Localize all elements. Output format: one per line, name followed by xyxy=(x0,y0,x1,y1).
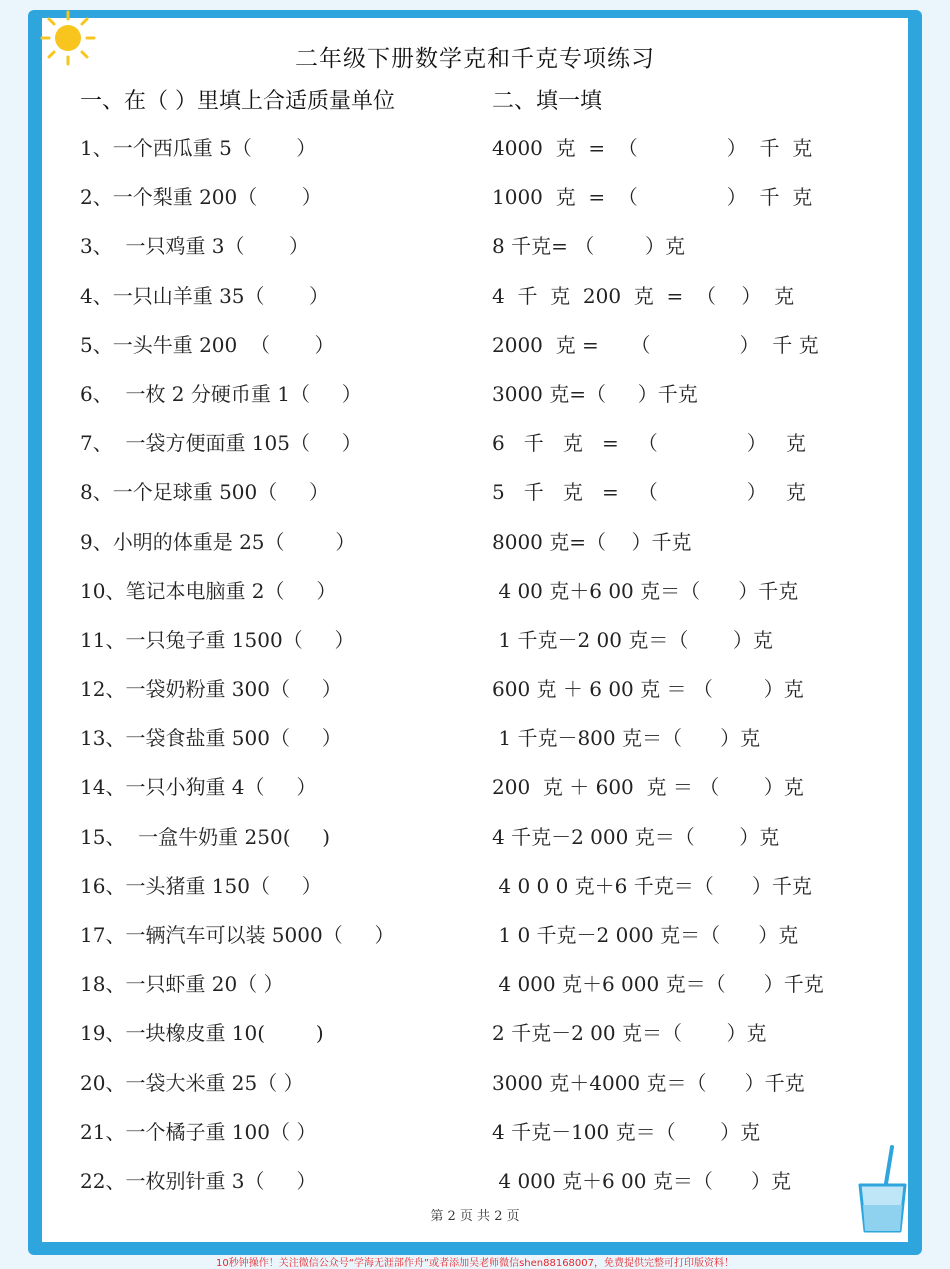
question-row xyxy=(0,1108,950,1157)
section-heading-units: 一、在（ ）里填上合适质量单位 xyxy=(80,89,395,114)
unit-question: 19、一块橡皮重 10( ) xyxy=(80,1021,324,1046)
conversion-question: 1 千克－2 00 克＝（ ）克 xyxy=(492,627,773,652)
conversion-question: 1 千克－800 克＝（ ）克 xyxy=(492,726,761,751)
question-row xyxy=(0,468,950,517)
conversion-question: 600 克 ＋ 6 00 克 ＝ （ ）克 xyxy=(492,677,804,702)
question-row xyxy=(0,813,950,862)
conversion-question: 3000 克＋4000 克＝（ ）千克 xyxy=(492,1070,805,1095)
question-row xyxy=(0,222,950,271)
question-row xyxy=(0,1009,950,1058)
unit-question: 21、一个橘子重 100（ ） xyxy=(80,1119,317,1144)
unit-question: 18、一只虾重 20（ ） xyxy=(80,972,284,997)
unit-question: 1、一个西瓜重 5（ ） xyxy=(80,136,317,160)
conversion-question: 1000 克 = （ ） 千 克 xyxy=(492,185,813,210)
question-row xyxy=(0,272,950,321)
unit-question: 3、 一只鸡重 3（ ） xyxy=(80,234,310,259)
question-row xyxy=(0,862,950,911)
question-row xyxy=(0,960,950,1009)
unit-question: 10、笔记本电脑重 2（ ） xyxy=(80,578,337,603)
conversion-question: 5 千 克 = （ ） 克 xyxy=(492,480,806,505)
question-row xyxy=(0,1157,950,1206)
question-row xyxy=(0,567,950,616)
conversion-question: 6 千 克 = （ ） 克 xyxy=(492,431,806,456)
promo-notice: 10秒钟操作！关注微信公众号“学海无涯部作舟”或者添加吴老师微信shen88168007，免费提供完整可打印版资料！ xyxy=(215,1258,735,1269)
conversion-question: 3000 克=（ ）千克 xyxy=(492,381,698,406)
question-row xyxy=(0,518,950,567)
unit-question: 16、一头猪重 150（ ） xyxy=(80,873,322,898)
unit-question: 6、 一枚 2 分硬币重 1（ ） xyxy=(80,381,362,406)
unit-question: 17、一辆汽车可以装 5000（ ） xyxy=(80,923,395,947)
conversion-question: 4000 克 = （ ） 千 克 xyxy=(492,136,813,160)
question-row xyxy=(0,419,950,468)
unit-question: 15、 一盒牛奶重 250( ) xyxy=(80,824,331,849)
question-row xyxy=(0,370,950,419)
unit-question: 22、一枚别针重 3（ ） xyxy=(80,1168,317,1193)
conversion-question: 2000 克 = （ ） 千 克 xyxy=(492,332,819,357)
unit-question: 20、一袋大米重 25（ ） xyxy=(80,1070,304,1095)
conversion-question: 4 千克－2 000 克＝（ ）克 xyxy=(492,824,780,849)
page-title: 二年级下册数学克和千克专项练习 xyxy=(295,46,655,72)
question-row xyxy=(0,763,950,812)
question-row xyxy=(0,714,950,763)
question-row xyxy=(0,124,950,173)
unit-question: 2、一个梨重 200（ ） xyxy=(80,185,322,210)
unit-question: 12、一袋奶粉重 300（ ） xyxy=(80,677,342,702)
section-heading-fill: 二、填一填 xyxy=(492,89,603,114)
unit-question: 13、一袋食盐重 500（ ） xyxy=(80,726,342,751)
conversion-question: 4 00 克＋6 00 克＝（ ）千克 xyxy=(492,578,799,603)
unit-question: 11、一只兔子重 1500（ ） xyxy=(80,627,355,652)
conversion-question: 4 0 0 0 克＋6 千克＝（ ）千克 xyxy=(492,873,812,898)
question-row xyxy=(0,173,950,222)
conversion-question: 4 千克－100 克＝（ ）克 xyxy=(492,1119,761,1144)
conversion-question: 1 0 千克－2 000 克＝（ ）克 xyxy=(492,923,799,947)
conversion-question: 8 千克= （ ）克 xyxy=(492,234,686,259)
conversion-question: 200 克 ＋ 600 克 ＝ （ ）克 xyxy=(492,775,804,800)
unit-question: 7、 一袋方便面重 105（ ） xyxy=(80,431,362,456)
page-number: 第 2 页 共 2 页 xyxy=(430,1209,520,1224)
unit-question: 5、一头牛重 200 （ ） xyxy=(80,332,335,357)
question-row xyxy=(0,616,950,665)
unit-question: 14、一只小狗重 4（ ） xyxy=(80,775,317,800)
conversion-question: 8000 克=（ ）千克 xyxy=(492,529,692,554)
question-row xyxy=(0,911,950,960)
question-row xyxy=(0,665,950,714)
unit-question: 9、小明的体重是 25（ ） xyxy=(80,529,356,554)
conversion-question: 4 000 克＋6 000 克＝（ ）千克 xyxy=(492,972,824,997)
question-list xyxy=(0,124,950,1206)
conversion-question: 4 千 克 200 克 = （ ） 克 xyxy=(492,283,795,308)
question-row xyxy=(0,321,950,370)
conversion-question: 4 000 克＋6 00 克＝（ ）克 xyxy=(492,1168,792,1193)
unit-question: 4、一只山羊重 35（ ） xyxy=(80,283,330,308)
question-row xyxy=(0,1059,950,1108)
conversion-question: 2 千克－2 00 克＝（ ）克 xyxy=(492,1021,767,1046)
unit-question: 8、一个足球重 500（ ） xyxy=(80,480,330,505)
